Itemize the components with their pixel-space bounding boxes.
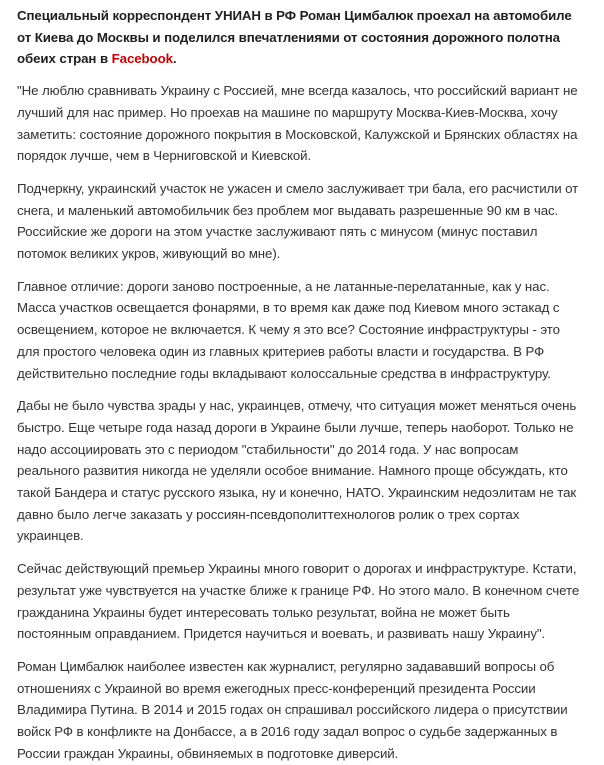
lede-text-before-link: Специальный корреспондент УНИАН в РФ Роман Цимбалюк проехал на автомобиле от Киева до Москвы и поделился впечатлениями от состояния дорожного полотна обеих стран в	[17, 8, 572, 67]
article-paragraph: Подчеркну, украинский участок не ужасен и смело заслуживает три бала, его расчистили от снега, и маленький автомобильчик без проблем мог выдавать разрешенные 90 км в час. Российские же дороги на этом участке заслуживают пять с минусом (минус поставил потомок великих укров, живующий во мне).	[17, 180, 579, 262]
facebook-link[interactable]: Facebook	[111, 51, 173, 67]
article-paragraph: "Не люблю сравнивать Украину с Россией, мне всегда казалось, что российский вариант не лучший для нас пример. Но проехав на машине по маршруту Москва-Киев-Москва, хочу заметить: состояние дорожного покрытия в Московской, Калужской и Брянских областях на порядок лучше, чем в Черниговской и Киевской.	[17, 83, 578, 164]
article-paragraph: Сейчас действующий премьер Украины много говорит о дорогах и инфраструктуре. Кстати, результат уже чувствуется на участке ближе к границе РФ. Но этого мало. В конечном счете гражданина Украины будет интересовать только результат, война не может быть постоянным оправданием. Придется научиться и воевать, и развивать нашу Украину".	[17, 561, 580, 642]
article-lede	[17, 5, 582, 70]
lede-text-after-link: .	[172, 51, 177, 67]
article-paragraph: Главное отличие: дороги заново построенные, а не латанные-перелатанные, как у нас. Масса участков освещается фонарями, в то время как даже под Киевом много эстакад с освещением, которое не включается. К чему я это все? Состояние инфраструктуры - это для простого человека один из главных критериев работы власти и государства. В РФ действительно последние годы вкладывают колоссальные средства в инфраструктуру.	[17, 278, 560, 381]
article-paragraph: Дабы не было чувства зрады у нас, украинцев, отмечу, что ситуация может меняться очень быстро. Еще четыре года назад дороги в Украине были лучше, теперь наоборот. Только не надо ассоциировать это с периодом "стабильности" до 2014 года. У нас вопросам реального развития никогда не уделяли особое внимание. Намного проще обсуждать, кто такой Бандера и статус русского языка, ну и конечно, НАТО. Украинским недоэлитам не так давно было легче заказать у россиян-псевдополиттехнологов ролик о трех сортах украинцев.	[17, 398, 577, 544]
article-paragraph: Роман Цимбалюк наиболее известен как журналист, регулярно задававший вопросы об отношениях с Украиной во время ежегодных пресс-конференций президента России Владимира Путина. В 2014 и 2015 годах он спрашивал российского лидера о присутствии войск РФ в конфликте на Донбассе, а в 2016 году задал вопрос о судьбе задержанных в России граждан Украины, обвиняемых в подготовке диверсий.	[17, 658, 568, 761]
